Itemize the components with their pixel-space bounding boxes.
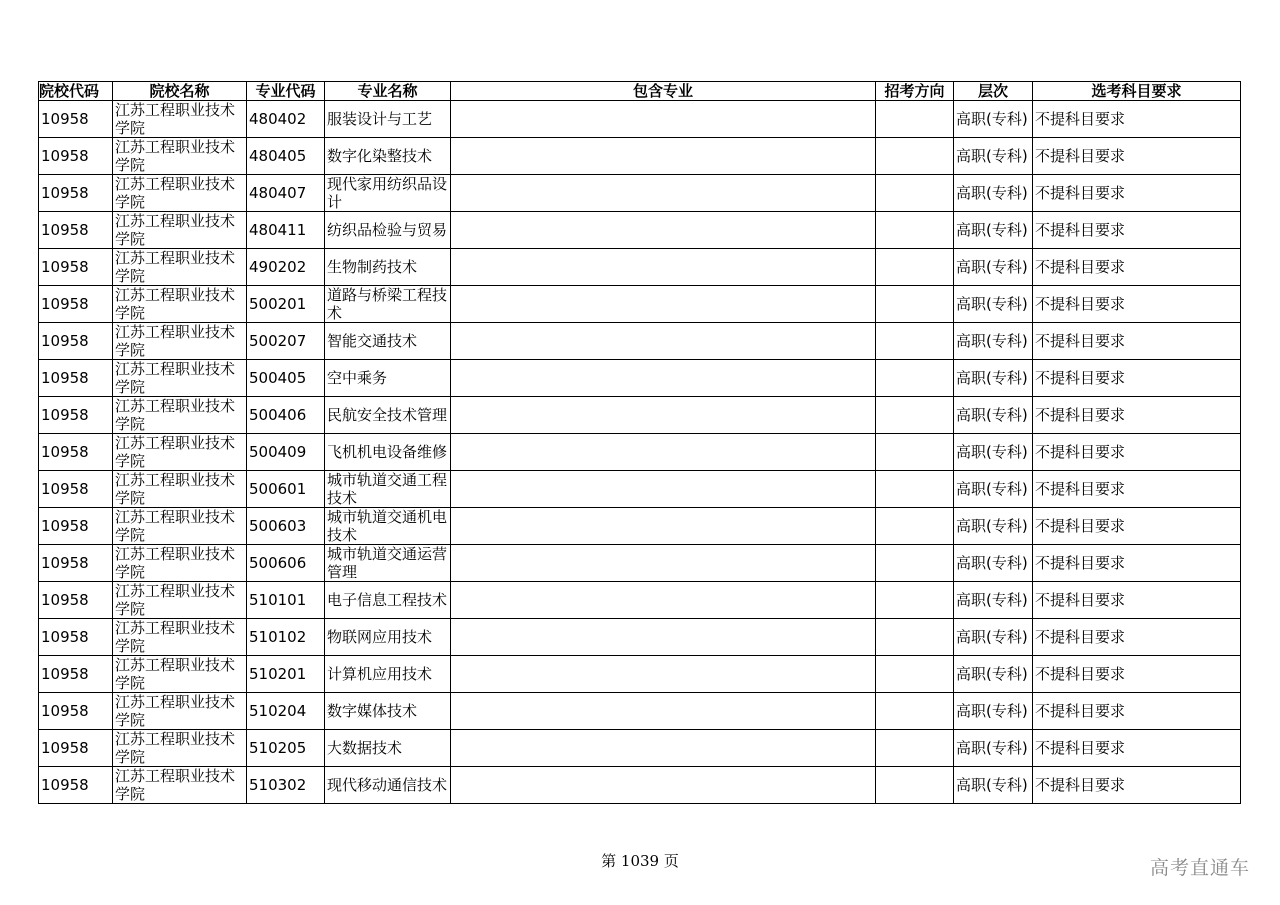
table-row (39, 767, 1241, 804)
cell-direction (876, 397, 954, 434)
cell-major-code: 500606 (247, 545, 325, 582)
cell-level: 高职(专科) (954, 730, 1033, 767)
cell-included-majors (451, 619, 876, 656)
cell-direction (876, 545, 954, 582)
cell-level: 高职(专科) (954, 360, 1033, 397)
watermark-logo-text: 高考直通车 (1149, 857, 1250, 879)
cell-direction (876, 582, 954, 619)
cell-direction (876, 619, 954, 656)
cell-subject-requirements: 不提科目要求 (1033, 545, 1241, 582)
cell-school-code: 10958 (39, 582, 113, 619)
cell-direction (876, 730, 954, 767)
cell-school-name: 江苏工程职业技术学院 (113, 730, 247, 767)
cell-school-name: 江苏工程职业技术学院 (113, 101, 247, 138)
header-included-majors: 包含专业 (451, 82, 876, 101)
cell-school-name: 江苏工程职业技术学院 (113, 175, 247, 212)
cell-school-code: 10958 (39, 175, 113, 212)
cell-school-code: 10958 (39, 619, 113, 656)
cell-school-code: 10958 (39, 508, 113, 545)
cell-major-code: 510302 (247, 767, 325, 804)
cell-school-name: 江苏工程职业技术学院 (113, 212, 247, 249)
cell-school-name: 江苏工程职业技术学院 (113, 323, 247, 360)
cell-major-code: 480411 (247, 212, 325, 249)
cell-school-code: 10958 (39, 323, 113, 360)
cell-school-name: 江苏工程职业技术学院 (113, 545, 247, 582)
page-number: 第 1039 页 (601, 852, 679, 870)
cell-major-code: 500405 (247, 360, 325, 397)
cell-subject-requirements: 不提科目要求 (1033, 360, 1241, 397)
cell-major-code: 480407 (247, 175, 325, 212)
cell-direction (876, 286, 954, 323)
cell-direction (876, 138, 954, 175)
table-row (39, 175, 1241, 212)
header-subject-requirements: 选考科目要求 (1033, 82, 1241, 101)
cell-level: 高职(专科) (954, 323, 1033, 360)
cell-included-majors (451, 138, 876, 175)
cell-direction (876, 656, 954, 693)
cell-school-code: 10958 (39, 138, 113, 175)
cell-major-name: 现代移动通信技术 (325, 767, 451, 804)
cell-school-name: 江苏工程职业技术学院 (113, 138, 247, 175)
cell-major-code: 500409 (247, 434, 325, 471)
cell-major-code: 480402 (247, 101, 325, 138)
cell-major-name: 生物制药技术 (325, 249, 451, 286)
cell-major-name: 民航安全技术管理 (325, 397, 451, 434)
cell-subject-requirements: 不提科目要求 (1033, 508, 1241, 545)
table-row (39, 693, 1241, 730)
cell-major-name: 空中乘务 (325, 360, 451, 397)
cell-major-code: 500201 (247, 286, 325, 323)
cell-school-name: 江苏工程职业技术学院 (113, 508, 247, 545)
cell-direction (876, 212, 954, 249)
cell-level: 高职(专科) (954, 619, 1033, 656)
table-row (39, 619, 1241, 656)
cell-direction (876, 175, 954, 212)
header-row (39, 82, 1241, 101)
cell-school-name: 江苏工程职业技术学院 (113, 693, 247, 730)
cell-major-name: 智能交通技术 (325, 323, 451, 360)
cell-level: 高职(专科) (954, 101, 1033, 138)
cell-level: 高职(专科) (954, 397, 1033, 434)
cell-direction (876, 249, 954, 286)
cell-subject-requirements: 不提科目要求 (1033, 656, 1241, 693)
cell-major-name: 数字化染整技术 (325, 138, 451, 175)
cell-included-majors (451, 471, 876, 508)
cell-level: 高职(专科) (954, 656, 1033, 693)
cell-school-code: 10958 (39, 286, 113, 323)
cell-subject-requirements: 不提科目要求 (1033, 471, 1241, 508)
cell-major-name: 城市轨道交通机电技术 (325, 508, 451, 545)
cell-included-majors (451, 212, 876, 249)
cell-subject-requirements: 不提科目要求 (1033, 434, 1241, 471)
cell-school-code: 10958 (39, 434, 113, 471)
cell-major-name: 大数据技术 (325, 730, 451, 767)
table-row (39, 582, 1241, 619)
cell-school-code: 10958 (39, 397, 113, 434)
cell-school-name: 江苏工程职业技术学院 (113, 434, 247, 471)
cell-direction (876, 323, 954, 360)
cell-major-name: 计算机应用技术 (325, 656, 451, 693)
cell-major-name: 城市轨道交通运营管理 (325, 545, 451, 582)
table-body (39, 101, 1241, 804)
cell-direction (876, 434, 954, 471)
cell-school-code: 10958 (39, 471, 113, 508)
cell-major-code: 510102 (247, 619, 325, 656)
header-direction: 招考方向 (876, 82, 954, 101)
cell-subject-requirements: 不提科目要求 (1033, 397, 1241, 434)
header-major-name: 专业名称 (325, 82, 451, 101)
cell-included-majors (451, 323, 876, 360)
cell-major-name: 数字媒体技术 (325, 693, 451, 730)
cell-level: 高职(专科) (954, 693, 1033, 730)
cell-subject-requirements: 不提科目要求 (1033, 101, 1241, 138)
cell-subject-requirements: 不提科目要求 (1033, 286, 1241, 323)
cell-school-name: 江苏工程职业技术学院 (113, 767, 247, 804)
table-row (39, 323, 1241, 360)
admissions-table (38, 81, 1241, 804)
table-row (39, 730, 1241, 767)
cell-direction (876, 767, 954, 804)
cell-school-code: 10958 (39, 730, 113, 767)
header-level: 层次 (954, 82, 1033, 101)
cell-major-code: 510204 (247, 693, 325, 730)
cell-school-name: 江苏工程职业技术学院 (113, 656, 247, 693)
table-row (39, 286, 1241, 323)
cell-direction (876, 693, 954, 730)
cell-included-majors (451, 545, 876, 582)
cell-major-code: 500603 (247, 508, 325, 545)
cell-school-code: 10958 (39, 360, 113, 397)
cell-subject-requirements: 不提科目要求 (1033, 619, 1241, 656)
cell-subject-requirements: 不提科目要求 (1033, 138, 1241, 175)
table-row (39, 471, 1241, 508)
table-row (39, 656, 1241, 693)
table-row (39, 101, 1241, 138)
cell-subject-requirements: 不提科目要求 (1033, 249, 1241, 286)
cell-included-majors (451, 693, 876, 730)
header-school-name: 院校名称 (113, 82, 247, 101)
cell-included-majors (451, 582, 876, 619)
cell-subject-requirements: 不提科目要求 (1033, 767, 1241, 804)
table-row (39, 138, 1241, 175)
cell-included-majors (451, 434, 876, 471)
cell-school-name: 江苏工程职业技术学院 (113, 397, 247, 434)
cell-school-code: 10958 (39, 545, 113, 582)
cell-level: 高职(专科) (954, 767, 1033, 804)
cell-level: 高职(专科) (954, 286, 1033, 323)
cell-school-code: 10958 (39, 656, 113, 693)
cell-subject-requirements: 不提科目要求 (1033, 175, 1241, 212)
cell-level: 高职(专科) (954, 471, 1033, 508)
cell-major-code: 500601 (247, 471, 325, 508)
cell-included-majors (451, 249, 876, 286)
cell-major-code: 480405 (247, 138, 325, 175)
cell-school-name: 江苏工程职业技术学院 (113, 619, 247, 656)
table-row (39, 508, 1241, 545)
cell-school-code: 10958 (39, 767, 113, 804)
cell-level: 高职(专科) (954, 249, 1033, 286)
cell-included-majors (451, 656, 876, 693)
cell-level: 高职(专科) (954, 508, 1033, 545)
cell-school-code: 10958 (39, 101, 113, 138)
cell-school-code: 10958 (39, 212, 113, 249)
cell-major-name: 现代家用纺织品设计 (325, 175, 451, 212)
cell-subject-requirements: 不提科目要求 (1033, 693, 1241, 730)
cell-subject-requirements: 不提科目要求 (1033, 730, 1241, 767)
cell-school-name: 江苏工程职业技术学院 (113, 471, 247, 508)
cell-direction (876, 101, 954, 138)
table-row (39, 545, 1241, 582)
cell-included-majors (451, 101, 876, 138)
header-school-code: 院校代码 (39, 82, 113, 101)
cell-major-name: 飞机机电设备维修 (325, 434, 451, 471)
cell-direction (876, 360, 954, 397)
cell-level: 高职(专科) (954, 434, 1033, 471)
table-row (39, 434, 1241, 471)
cell-included-majors (451, 360, 876, 397)
cell-included-majors (451, 286, 876, 323)
cell-major-name: 纺织品检验与贸易 (325, 212, 451, 249)
cell-level: 高职(专科) (954, 582, 1033, 619)
cell-major-code: 490202 (247, 249, 325, 286)
cell-major-name: 道路与桥梁工程技术 (325, 286, 451, 323)
table-row (39, 360, 1241, 397)
cell-level: 高职(专科) (954, 138, 1033, 175)
cell-major-name: 电子信息工程技术 (325, 582, 451, 619)
cell-included-majors (451, 397, 876, 434)
cell-major-code: 500406 (247, 397, 325, 434)
cell-level: 高职(专科) (954, 545, 1033, 582)
cell-subject-requirements: 不提科目要求 (1033, 323, 1241, 360)
cell-direction (876, 471, 954, 508)
cell-major-name: 城市轨道交通工程技术 (325, 471, 451, 508)
cell-subject-requirements: 不提科目要求 (1033, 212, 1241, 249)
cell-included-majors (451, 730, 876, 767)
cell-major-code: 510101 (247, 582, 325, 619)
cell-major-name: 服装设计与工艺 (325, 101, 451, 138)
cell-major-name: 物联网应用技术 (325, 619, 451, 656)
cell-level: 高职(专科) (954, 175, 1033, 212)
header-major-code: 专业代码 (247, 82, 325, 101)
cell-school-name: 江苏工程职业技术学院 (113, 360, 247, 397)
cell-major-code: 500207 (247, 323, 325, 360)
table-row (39, 249, 1241, 286)
cell-school-name: 江苏工程职业技术学院 (113, 249, 247, 286)
cell-major-code: 510201 (247, 656, 325, 693)
cell-subject-requirements: 不提科目要求 (1033, 582, 1241, 619)
cell-direction (876, 508, 954, 545)
cell-included-majors (451, 175, 876, 212)
cell-included-majors (451, 508, 876, 545)
cell-school-name: 江苏工程职业技术学院 (113, 286, 247, 323)
cell-school-code: 10958 (39, 249, 113, 286)
table-row (39, 397, 1241, 434)
cell-major-code: 510205 (247, 730, 325, 767)
cell-level: 高职(专科) (954, 212, 1033, 249)
cell-school-name: 江苏工程职业技术学院 (113, 582, 247, 619)
table-row (39, 212, 1241, 249)
cell-school-code: 10958 (39, 693, 113, 730)
cell-included-majors (451, 767, 876, 804)
